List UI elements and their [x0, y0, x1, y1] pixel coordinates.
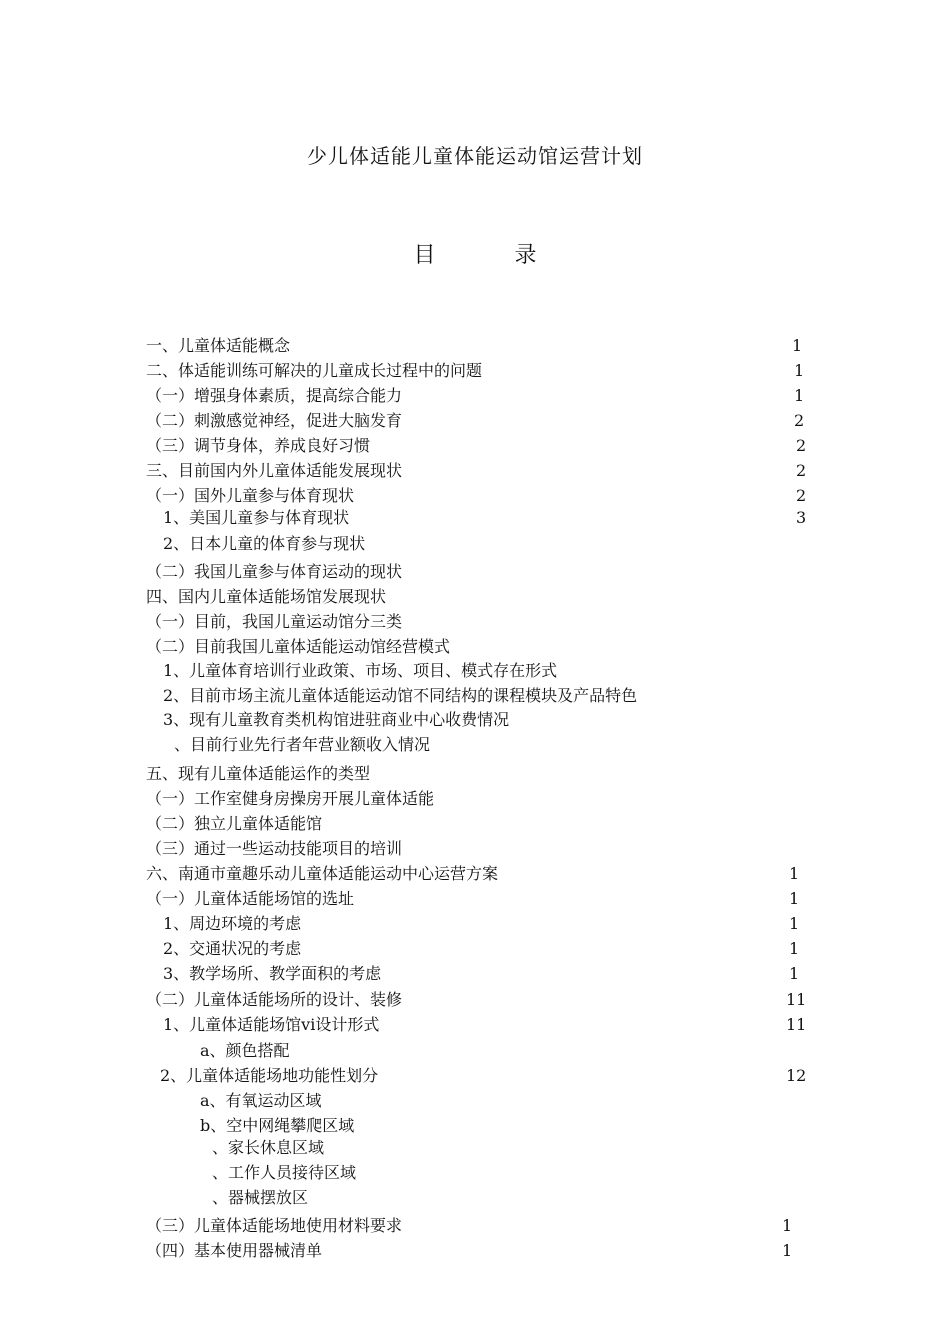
- toc-entry: [0, 1239, 950, 1263]
- toc-entry: [0, 1114, 950, 1138]
- toc-entry-text: 、器械摆放区: [212, 1188, 309, 1207]
- toc-entry: [0, 532, 950, 556]
- toc-entry: [0, 1136, 950, 1160]
- toc-entry-page-number: 1: [789, 964, 800, 983]
- toc-entry: [0, 812, 950, 836]
- toc-entry: [0, 1064, 950, 1088]
- toc-entry: [0, 610, 950, 634]
- toc-entry: [0, 762, 950, 786]
- toc-entry-page-number: 1: [789, 864, 800, 883]
- toc-entry: [0, 684, 950, 708]
- toc-entry-text: 3、教学场所、教学面积的考虑: [163, 964, 382, 983]
- toc-entry: [0, 560, 950, 584]
- toc-entry: [0, 409, 950, 433]
- toc-entry-text: （二）儿童体适能场所的设计、装修: [146, 990, 403, 1009]
- toc-entry-page-number: 2: [796, 461, 807, 480]
- toc-entry-text: 、目前行业先行者年营业额收入情况: [174, 735, 431, 754]
- toc-entry-page-number: 1: [782, 1216, 793, 1235]
- toc-entry-text: a、有氧运动区域: [200, 1091, 322, 1110]
- toc-entry-page-number: 1: [794, 386, 805, 405]
- toc-entry-text: （二）我国儿童参与体育运动的现状: [146, 562, 403, 581]
- toc-entry: [0, 1161, 950, 1185]
- toc-entry-page-number: 1: [789, 889, 800, 908]
- toc-entry-page-number: 11: [786, 1015, 807, 1034]
- toc-entry: [0, 384, 950, 408]
- toc-entry-text: （一）目前，我国儿童运动馆分三类: [146, 612, 403, 631]
- toc-entry-page-number: 11: [786, 990, 807, 1009]
- toc-entry-page-number: 1: [789, 939, 800, 958]
- toc-entry-text: 四、国内儿童体适能场馆发展现状: [146, 587, 387, 606]
- toc-entry-text: （二）目前我国儿童体适能运动馆经营模式: [146, 637, 451, 656]
- toc-entry-text: （二）刺激感觉神经，促进大脑发育: [146, 411, 403, 430]
- toc-entry: [0, 1214, 950, 1238]
- toc-entry-text: 2、儿童体适能场地功能性划分: [160, 1066, 379, 1085]
- toc-entry-text: 2、交通状况的考虑: [163, 939, 302, 958]
- toc-entry-text: （一）国外儿童参与体育现状: [146, 486, 355, 505]
- toc-entry-text: （一）儿童体适能场馆的选址: [146, 889, 355, 908]
- toc-entry-text: 3、现有儿童教育类机构馆进驻商业中心收费情况: [163, 710, 510, 729]
- toc-entry: [0, 708, 950, 732]
- toc-entry-text: （三）儿童体适能场地使用材料要求: [146, 1216, 403, 1235]
- toc-entry-text: 1、周边环境的考虑: [163, 914, 302, 933]
- toc-entry: [0, 787, 950, 811]
- toc-entry: [0, 937, 950, 961]
- toc-entry-text: 2、日本儿童的体育参与现状: [163, 534, 366, 553]
- toc-entry-page-number: 1: [794, 361, 805, 380]
- toc-entry-page-number: 1: [789, 914, 800, 933]
- toc-entry: [0, 359, 950, 383]
- toc-entry: [0, 1039, 950, 1063]
- toc-entry-text: 1、儿童体适能场馆vi设计形式: [163, 1015, 380, 1034]
- toc-entry-text: 1、儿童体育培训行业政策、市场、项目、模式存在形式: [163, 661, 558, 680]
- toc-entry: [0, 912, 950, 936]
- toc-entry: [0, 459, 950, 483]
- toc-entry-text: b、空中网绳攀爬区域: [200, 1116, 355, 1135]
- toc-entry-text: 、家长休息区域: [212, 1138, 325, 1157]
- toc-entry: [0, 334, 950, 358]
- toc-entry-text: 1、美国儿童参与体育现状: [163, 508, 350, 527]
- toc-entry-text: 五、现有儿童体适能运作的类型: [146, 764, 371, 783]
- toc-entry: [0, 434, 950, 458]
- toc-entry: [0, 862, 950, 886]
- toc-entry-page-number: 12: [786, 1066, 807, 1085]
- toc-entry-text: 2、目前市场主流儿童体适能运动馆不同结构的课程模块及产品特色: [163, 686, 638, 705]
- toc-entry-text: 一、儿童体适能概念: [146, 336, 291, 355]
- toc-entry-text: a、颜色搭配: [200, 1041, 290, 1060]
- toc-entry: [0, 1013, 950, 1037]
- toc-entry-page-number: 1: [782, 1241, 793, 1260]
- toc-entry: [0, 988, 950, 1012]
- toc-entry-text: （一）增强身体素质，提高综合能力: [146, 386, 403, 405]
- toc-entry: [0, 585, 950, 609]
- toc-entry: [0, 506, 950, 530]
- toc-entry-text: 、工作人员接待区域: [212, 1163, 357, 1182]
- toc-entry-text: （二）独立儿童体适能馆: [146, 814, 323, 833]
- toc-entry-page-number: 3: [796, 508, 807, 527]
- toc-entry: [0, 659, 950, 683]
- toc-entry: [0, 887, 950, 911]
- toc-entry: [0, 1089, 950, 1113]
- toc-entry-text: 三、目前国内外儿童体适能发展现状: [146, 461, 403, 480]
- toc-entry-text: 二、体适能训练可解决的儿童成长过程中的问题: [146, 361, 483, 380]
- toc-entry-text: （一）工作室健身房操房开展儿童体适能: [146, 789, 435, 808]
- toc-heading: 目 录: [413, 243, 573, 268]
- toc-entry: [0, 1186, 950, 1210]
- toc-entry: [0, 962, 950, 986]
- toc-entry: [0, 635, 950, 659]
- toc-entry-text: （三）调节身体，养成良好习惯: [146, 436, 371, 455]
- toc-entry-page-number: 1: [792, 336, 803, 355]
- toc-entry-page-number: 2: [796, 486, 807, 505]
- toc-entry: [0, 733, 950, 757]
- toc-entry-page-number: 2: [794, 411, 805, 430]
- toc-entry: [0, 484, 950, 508]
- toc-entry-text: 六、南通市童趣乐动儿童体适能运动中心运营方案: [146, 864, 499, 883]
- toc-entry-page-number: 2: [796, 436, 807, 455]
- toc-entry: [0, 837, 950, 861]
- document-title: 少儿体适能儿童体能运动馆运营计划: [307, 144, 643, 168]
- toc-entry-text: （四）基本使用器械清单: [146, 1241, 323, 1260]
- toc-entry-text: （三）通过一些运动技能项目的培训: [146, 839, 403, 858]
